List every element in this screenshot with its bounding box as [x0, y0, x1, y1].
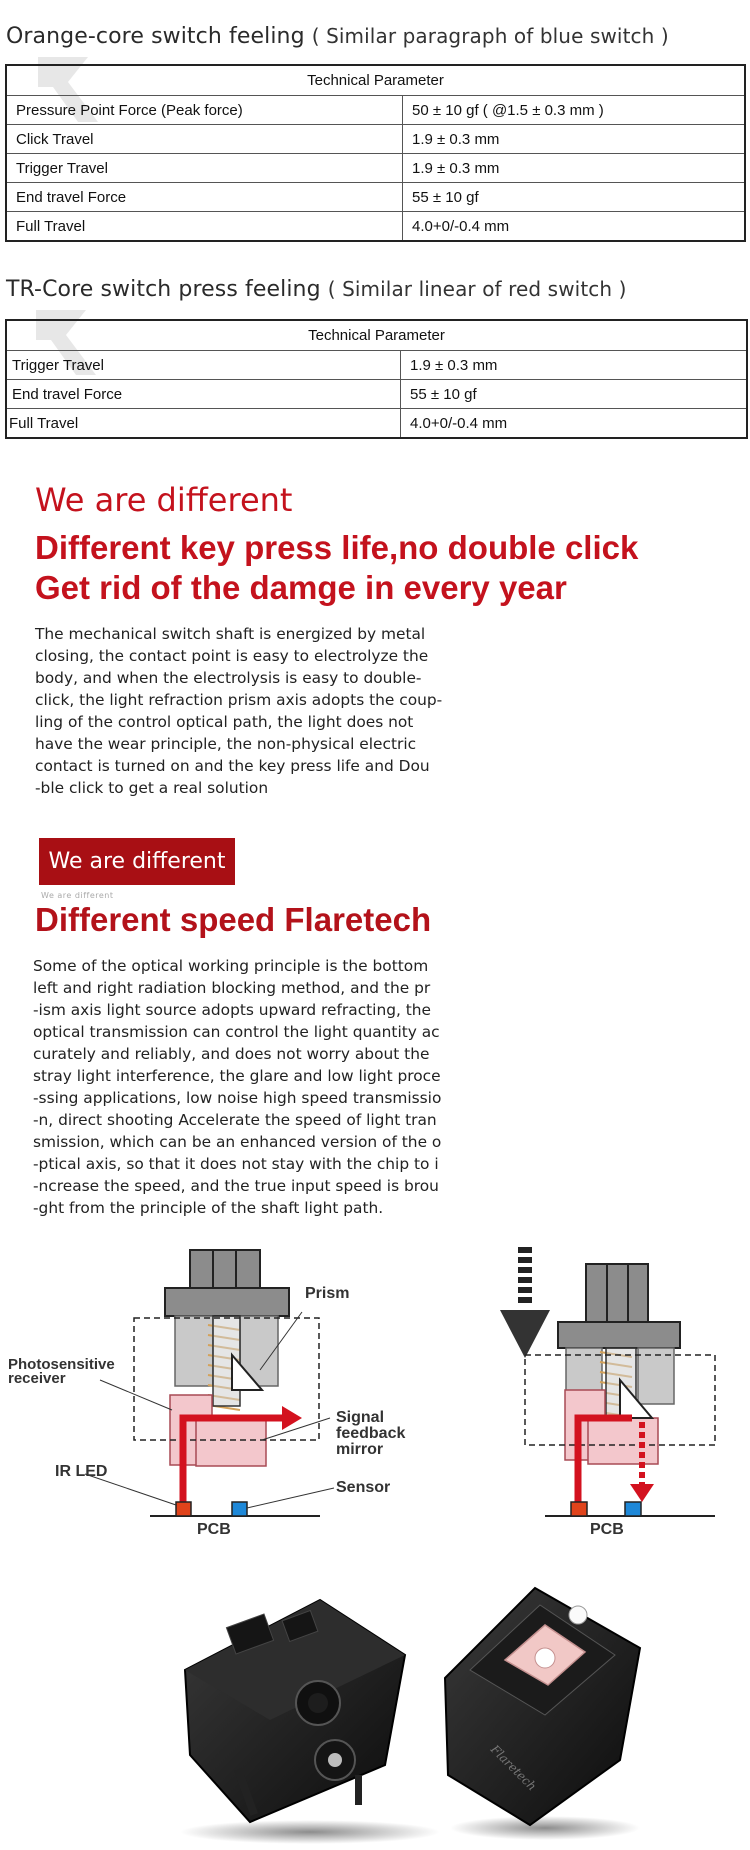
diff1-paragraph: The mechanical switch shaft is energized by metal closing, the contact point is easy to electrolyze the body, and when the electrolysis is easy to double- click, the light refraction prism axis adopts the coup- ling of the control optical path, the light does not have the wear principle, the non-physical electric contact is turned on and the key press life and Dou -ble click to get a real solution [35, 625, 443, 797]
param-label: Full Travel [6, 212, 403, 242]
param-value: 50 ± 10 gf ( @1.5 ± 0.3 mm ) [403, 96, 746, 125]
param-label: Pressure Point Force (Peak force) [6, 96, 403, 125]
different-badge: We are different [39, 838, 235, 885]
param-value: 55 ± 10 gf [401, 380, 748, 409]
diff2-paragraph: Some of the optical working principle is the bottom left and right radiation blocking method, and the pr -ism axis light source adopts upward refracting, the optical transmission can control the light quantity ac curately and reliably, and does not worry about the stray light interference, the glare and low light proce -ssing applications, low noise high speed transmissio -n, direct shooting Accelerate the speed of light tran smission, which can be an enhanced version of the o -ptical axis, so that it does not stay with the chip to i -ncrease the speed, and the true input speed is brou -ght from the principle of the shaft light path. [33, 957, 442, 1217]
prism-label: Prism [305, 1285, 350, 1302]
param-value: 1.9 ± 0.3 mm [401, 351, 748, 380]
badge-caption: We are different [41, 891, 114, 900]
param-label: Trigger Travel [6, 351, 401, 380]
table-row [6, 183, 745, 212]
orange-title-text: Orange-core switch feeling [6, 24, 305, 49]
optical-diagram [0, 1240, 750, 1540]
table-header: Technical Parameter [6, 320, 747, 351]
switch-product-photo [0, 1560, 750, 1845]
diff1-headline-2: Get rid of the damge in every year [35, 569, 567, 606]
param-label: Full Travel [6, 409, 401, 439]
param-label: Click Travel [6, 125, 403, 154]
tr-title-text: TR-Core switch press feeling [6, 277, 321, 302]
brand-mark: Flaretech [487, 1742, 540, 1794]
orange-spec-table [5, 64, 746, 242]
right-switch-drawing [500, 1247, 715, 1516]
param-label: Trigger Travel [6, 154, 403, 183]
photosensitive-label: Photosensitive receiver [8, 1356, 115, 1387]
diff1-headline-1: Different key press life,no double click [35, 529, 639, 566]
param-label: End travel Force [6, 380, 401, 409]
table-row [6, 351, 747, 380]
orange-subtitle-text: ( Similar paragraph of blue switch ) [311, 24, 669, 48]
param-value: 55 ± 10 gf [403, 183, 746, 212]
param-value: 1.9 ± 0.3 mm [403, 154, 746, 183]
sensor-label: Sensor [336, 1479, 391, 1496]
tr-section-title [6, 277, 627, 302]
table-row [6, 212, 745, 242]
param-value: 1.9 ± 0.3 mm [403, 125, 746, 154]
param-label: End travel Force [6, 183, 403, 212]
tr-spec-table [5, 319, 748, 439]
table-row [6, 380, 747, 409]
param-value: 4.0+0/-0.4 mm [401, 409, 748, 439]
table-row [6, 96, 745, 125]
signal-mirror-label: Signal feedback mirror [336, 1409, 406, 1458]
product-photo-graphic [0, 1560, 750, 1845]
tr-subtitle-text: ( Similar linear of red switch ) [327, 277, 627, 301]
table-header: Technical Parameter [6, 65, 745, 96]
pcb-right-label: PCB [590, 1521, 624, 1538]
switch-bottom-view [185, 1600, 405, 1822]
switch-top-view [445, 1588, 640, 1825]
left-switch-drawing [85, 1250, 334, 1516]
pcb-left-label: PCB [197, 1521, 231, 1538]
orange-section-title [6, 24, 669, 49]
table-row [6, 125, 745, 154]
table-row [6, 409, 747, 439]
table-row [6, 154, 745, 183]
param-value: 4.0+0/-0.4 mm [403, 212, 746, 242]
ir-led-label: IR LED [55, 1463, 108, 1480]
diff2-headline: Different speed Flaretech [35, 901, 432, 938]
diff1-kicker: We are different [35, 481, 293, 519]
